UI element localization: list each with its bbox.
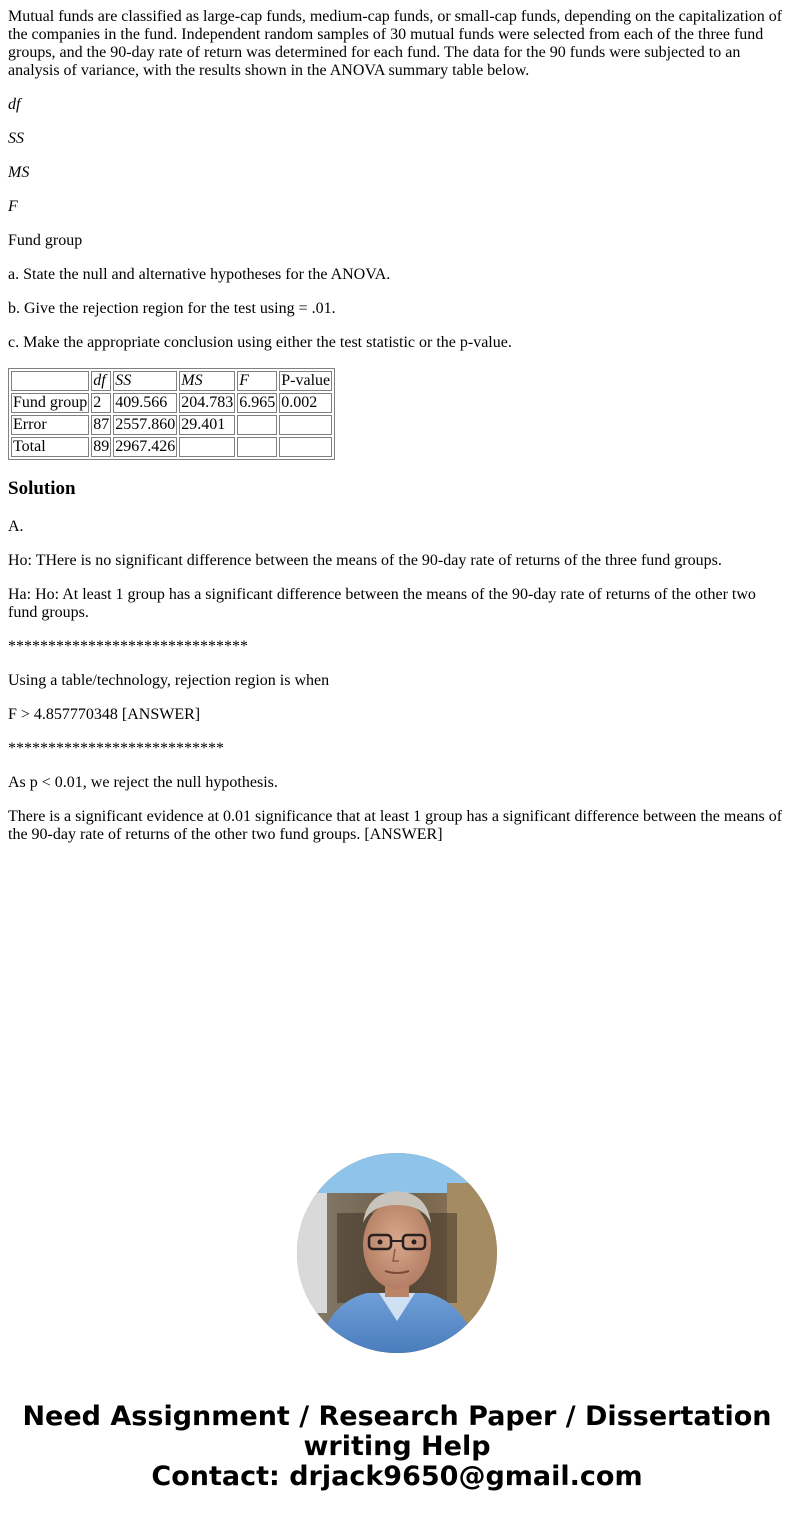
anova-header-pvalue: P-value [281, 372, 331, 389]
table-row [11, 415, 332, 435]
anova-cell-ss: 409.566 [113, 393, 177, 413]
promo-contact: Contact: drjack9650@gmail.com [151, 1461, 643, 1492]
solution-part-a-label: A. [8, 518, 24, 535]
table-row [11, 437, 332, 457]
table-row [11, 393, 332, 413]
label-ms: MS [8, 164, 30, 181]
question-part-a: a. State the null and alternative hypotheses for the ANOVA. [8, 266, 391, 283]
anova-cell-source: Total [11, 437, 89, 457]
anova-header-ss: SS [113, 371, 177, 391]
document-body [8, 8, 786, 860]
anova-cell-pvalue: 0.002 [279, 393, 332, 413]
separator-line: *************************** [8, 740, 224, 757]
solution-conclusion: There is a significant evidence at 0.01 significance that at least 1 group has a significant difference between the means of the 90-day rate of returns of the other two fund groups. [ANSWER] [8, 808, 783, 843]
anova-cell-ms: 29.401 [179, 415, 235, 435]
anova-cell-ss: 2967.426 [115, 438, 176, 455]
anova-cell-pvalue [279, 437, 332, 457]
avatar [297, 1153, 497, 1353]
promo-footer [0, 1402, 794, 1492]
tutor-photo-icon [297, 1153, 497, 1353]
solution-alt-hypothesis: Ha: Ho: At least 1 group has a significant difference between the means of the 90-day rate of returns of the other two fund groups. [8, 586, 756, 621]
solution-null-hypothesis: Ho: THere is no significant difference between the means of the 90-day rate of returns of the three fund groups. [8, 552, 722, 569]
anova-cell-f [237, 437, 277, 457]
label-df: df [8, 96, 21, 113]
solution-decision: As p < 0.01, we reject the null hypothesis. [8, 774, 278, 791]
anova-cell-ms [179, 437, 235, 457]
anova-table [8, 368, 335, 460]
anova-header-df: df [91, 371, 111, 391]
question-part-b: b. Give the rejection region for the test using = .01. [8, 300, 336, 317]
anova-cell-ms: 204.783 [181, 394, 234, 411]
anova-cell-source: Error [11, 415, 89, 435]
question-intro: Mutual funds are classified as large-cap funds, medium-cap funds, or small-cap funds, depending on the capitalization of the companies in the fund. Independent random samples of 30 mutual funds were selected from each of the three fund groups, and the 90-day rate of return was determined for each fund. The data for the 90 funds were subjected to an analysis of variance, with the results shown in the ANOVA summary table below. [8, 8, 783, 79]
anova-cell-df: 2 [91, 393, 111, 413]
label-ss: SS [8, 130, 24, 147]
anova-cell-pvalue [279, 415, 332, 435]
question-part-c: c. Make the appropriate conclusion using either the test statistic or the p-value. [8, 334, 512, 351]
anova-header-empty [11, 371, 89, 391]
promo-line-1: Need Assignment / Research Paper / Dissertation [22, 1401, 772, 1432]
anova-cell-f: 6.965 [239, 394, 276, 411]
solution-rejection-answer: F > 4.857770348 [ANSWER] [8, 706, 201, 723]
promo-line-2: writing Help [303, 1431, 491, 1462]
anova-header-ms: MS [179, 371, 235, 391]
anova-cell-ss: 2557.860 [115, 416, 176, 433]
anova-header-f: F [237, 371, 277, 391]
anova-cell-f [237, 415, 277, 435]
label-fund-group: Fund group [8, 232, 83, 249]
solution-rejection-intro: Using a table/technology, rejection region is when [8, 672, 330, 689]
anova-header-row [11, 371, 332, 391]
label-f: F [8, 198, 18, 215]
anova-cell-source: Fund group [13, 394, 88, 411]
anova-cell-df: 89 [93, 438, 110, 455]
anova-cell-df: 87 [93, 416, 110, 433]
separator-line: ****************************** [8, 638, 248, 655]
solution-heading: Solution [8, 478, 76, 499]
